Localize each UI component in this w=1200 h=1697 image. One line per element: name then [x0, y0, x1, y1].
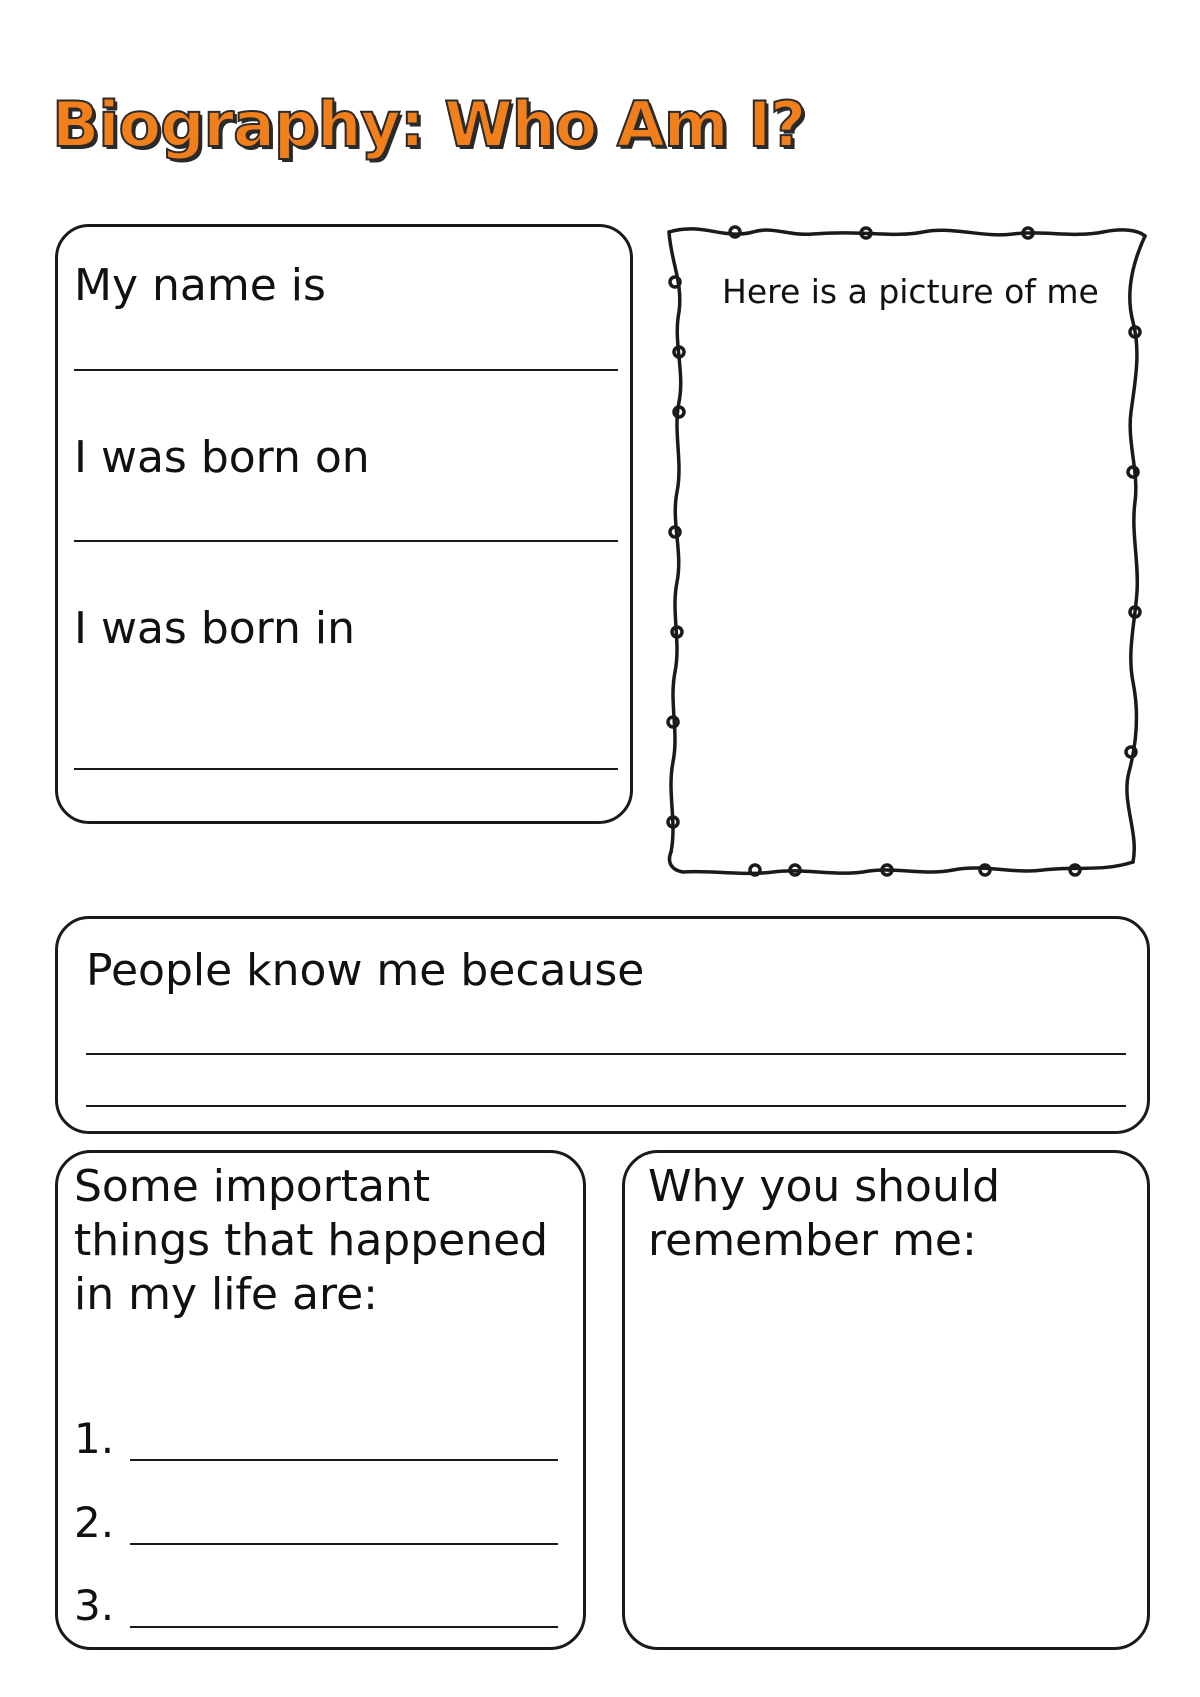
known-for-line-2[interactable] — [86, 1105, 1126, 1107]
event-number-3: 3. — [74, 1581, 115, 1630]
picture-caption: Here is a picture of me — [722, 272, 1099, 311]
remember-label: Why you should remember me: — [648, 1161, 1001, 1266]
event-answer-line-3[interactable] — [130, 1626, 558, 1628]
born-on-label: I was born on — [74, 432, 370, 483]
born-in-label: I was born in — [74, 603, 355, 654]
identity-section — [55, 224, 633, 824]
born-on-answer-line[interactable] — [74, 540, 618, 542]
born-in-answer-line[interactable] — [74, 768, 618, 770]
known-for-label: People know me because — [86, 945, 645, 996]
name-label: My name is — [74, 260, 326, 311]
event-number-1: 1. — [74, 1414, 115, 1463]
worksheet-title: Biography: Who Am I? — [52, 88, 806, 161]
event-answer-line-1[interactable] — [130, 1459, 558, 1461]
events-label: Some important things that happened in my life are: — [74, 1161, 549, 1320]
name-answer-line[interactable] — [74, 369, 618, 371]
event-number-2: 2. — [74, 1498, 115, 1547]
known-for-line-1[interactable] — [86, 1053, 1126, 1055]
event-answer-line-2[interactable] — [130, 1543, 558, 1545]
picture-frame[interactable] — [663, 222, 1151, 882]
